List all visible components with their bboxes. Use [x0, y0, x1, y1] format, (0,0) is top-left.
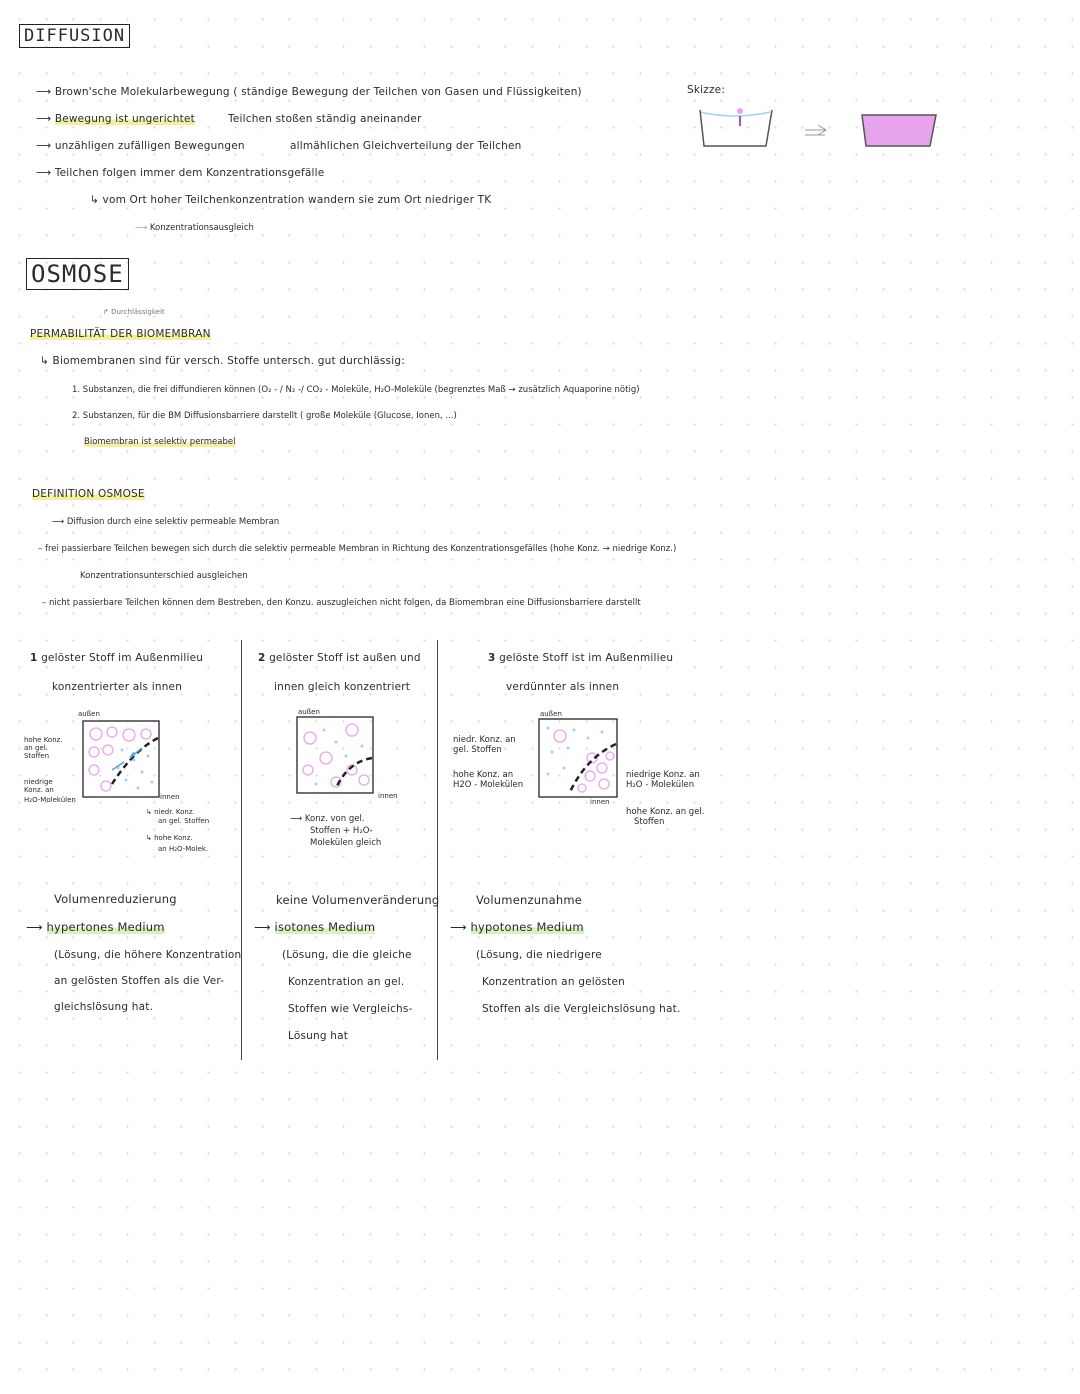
- permeability-heading: [30, 328, 211, 340]
- case-1-explain-3: gleichslösung hat.: [54, 1001, 154, 1013]
- case-2-medium-text: isotones Medium: [274, 920, 376, 934]
- case-2-note-1-text: Konz. von gel.: [304, 814, 365, 824]
- durchlaessigkeit-text: Durchlässigkeit: [111, 308, 165, 316]
- case-3-right-note-3: hohe Konz. an gel.: [626, 807, 705, 817]
- diffusion-point-1: [36, 86, 582, 98]
- diffusion-point-2: [36, 113, 195, 125]
- case-1-right-note-1-text: niedr. Konz.: [154, 808, 195, 816]
- case-1-right-note-1: ↳ niedr. Konz.: [146, 808, 195, 816]
- definition-point-1-sub: [80, 572, 248, 581]
- case-3-left-note-3: hohe Konz. an: [453, 770, 514, 780]
- definition-point-1-sub-text: Konzentrationsunterschied ausgleichen: [80, 571, 248, 581]
- osmose-title: OSMOSE: [26, 258, 129, 290]
- case-2-explain-4: Lösung hat: [288, 1030, 349, 1042]
- arrow-icon: ⟶: [450, 920, 467, 934]
- case-1-right-note-2: an gel. Stoffen: [158, 817, 210, 825]
- case-3-explain-2: Konzentration an gelösten: [482, 976, 625, 988]
- skizze-label: Skizze:: [687, 84, 726, 96]
- diffusion-point-3: [36, 140, 245, 152]
- arrow-icon: ⟶: [36, 86, 52, 98]
- case-3-medium: [450, 920, 584, 934]
- case-1-explain-1: (Lösung, die höhere Konzentration: [54, 949, 242, 961]
- definition-heading: [32, 488, 145, 500]
- case-3-result: Volumenzunahme: [476, 893, 583, 907]
- case-3-left-note-1: niedr. Konz. an: [453, 735, 516, 745]
- case-1-left-note-5: Konz. an: [24, 786, 54, 794]
- case-2-title: [258, 652, 421, 664]
- definition-heading-text: DEFINITION OSMOSE: [32, 488, 145, 500]
- case-1-title-line-1: gelöster Stoff im Außenmilieu: [41, 652, 204, 664]
- case-3-right-note-4: Stoffen: [634, 817, 665, 827]
- case-1-right-note-4: an H₂O-Molek.: [158, 845, 209, 853]
- case-3-left-note-2: gel. Stoffen: [453, 745, 502, 755]
- permeability-list-1: 1. Substanzen, die frei diffundieren können (O₂ - / N₂ -/ CO₂ - Moleküle, H₂O-Moleküle (begrenztes Maß → zusätzlich Aquaporine nötig): [72, 385, 640, 395]
- case-3-left-note-4: H2O - Molekülen: [453, 780, 524, 790]
- case-1-diagram: [82, 720, 162, 800]
- case-2-number: 2: [258, 652, 266, 664]
- case-2-explain-3: Stoffen wie Vergleichs-: [288, 1003, 413, 1015]
- case-2-explain-2: Konzentration an gel.: [288, 976, 405, 988]
- definition-point-1-text: frei passierbare Teilchen bewegen sich durch die selektiv permeable Membran in Richtung des Konzentrationsgefälles (hohe Konz. → niedrige Konz.): [44, 544, 677, 554]
- definition-arrow: [52, 518, 279, 527]
- permeability-list-2: 2. Substanzen, für die BM Diffusionsbarriere darstellt ( große Moleküle (Glucose, Ionen, ...): [72, 411, 457, 421]
- case-1-left-note-6: H₂O-Molekülen: [24, 796, 76, 804]
- arrow-icon: ⟶: [36, 167, 52, 179]
- corner-arrow-icon: ↳: [40, 355, 49, 367]
- corner-arrow-icon: ↱: [103, 308, 109, 316]
- arrow-icon: ⟶: [135, 223, 148, 233]
- case-1-medium: [26, 920, 165, 934]
- definition-point-1: – frei passierbare Teilchen bewegen sich durch die selektiv permeable Membran in Richtung des Konzentrationsgefälles (hohe Konz. → niedrige Konz.): [38, 544, 677, 554]
- case-3-title-line-1: gelöste Stoff ist im Außenmilieu: [499, 652, 674, 664]
- case-2-note-2: Stoffen + H₂O-: [310, 826, 373, 836]
- definition-point-2-text: nicht passierbare Teilchen können dem Bestreben, den Konzu. auszugleichen nicht folgen, da Biomembran eine Diffusionsbarriere darstellt: [48, 598, 641, 608]
- diffusion-sub-text: vom Ort hoher Teilchenkonzentration wandern sie zum Ort niedriger TK: [102, 194, 492, 206]
- case-1-explain-2: an gelösten Stoffen als die Ver-: [54, 975, 225, 987]
- diffusion-point-3-text: unzähligen zufälligen Bewegungen: [54, 140, 245, 152]
- permeability-intro: [40, 355, 405, 367]
- case-1-title: [30, 652, 203, 664]
- diffusion-sub: [90, 194, 491, 206]
- case-3-right-note-1: niedrige Konz. an: [626, 770, 700, 780]
- diffusion-point-4-text: Teilchen folgen immer dem Konzentrationsgefälle: [54, 167, 325, 179]
- case-2-medium: [254, 920, 375, 934]
- case-2-aussen: außen: [298, 708, 320, 716]
- case-2-note-3: Molekülen gleich: [310, 838, 382, 848]
- case-1-left-note-2: an gel.: [24, 744, 48, 752]
- case-2-innen: innen: [378, 792, 398, 800]
- case-divider-1: [241, 640, 242, 1060]
- case-3-medium-text: hypotones Medium: [470, 920, 584, 934]
- case-3-innen: innen: [590, 798, 610, 806]
- case-2-note-1: ⟶ Konz. von gel.: [290, 814, 365, 824]
- case-1-right-note-3-text: hohe Konz.: [154, 834, 193, 842]
- case-1-left-note-3: Stoffen: [24, 752, 50, 760]
- permeability-conclusion-text: Biomembran ist selektiv permeabel: [84, 437, 236, 447]
- case-3-number: 3: [488, 652, 496, 664]
- case-divider-2: [437, 640, 438, 1060]
- case-1-title-2: konzentrierter als innen: [52, 681, 183, 693]
- permeability-conclusion: [84, 438, 235, 447]
- case-2-title-2: innen gleich konzentriert: [274, 681, 411, 693]
- diffusion-sub2-text: Konzentrationsausgleich: [149, 223, 254, 233]
- case-3-explain-1: (Lösung, die niedrigere: [476, 949, 602, 961]
- case-1-aussen: außen: [78, 710, 100, 718]
- case-2-title-line-1: gelöster Stoff ist außen und: [269, 652, 421, 664]
- case-2-diagram: [296, 716, 376, 796]
- arrow-icon: ⟶: [52, 517, 65, 527]
- diffusion-title: DIFFUSION: [19, 24, 130, 48]
- arrow-icon: ⟶: [36, 113, 52, 125]
- case-2-result: keine Volumenveränderung: [276, 893, 440, 907]
- case-3-explain-3: Stoffen als die Vergleichslösung hat.: [482, 1003, 681, 1015]
- case-1-left-note-1: hohe Konz.: [24, 736, 63, 744]
- diffusion-point-4: [36, 167, 324, 179]
- case-1-innen: innen: [160, 793, 180, 801]
- definition-point-2: – nicht passierbare Teilchen können dem Bestreben, den Konzu. auszugleichen nicht folgen, da Biomembran eine Diffusionsbarriere darstellt: [42, 598, 641, 608]
- definition-arrow-text: Diffusion durch eine selektiv permeable Membran: [66, 517, 280, 527]
- corner-arrow-icon: ↳: [90, 194, 99, 206]
- diffusion-point-2-text: Bewegung ist ungerichtet: [54, 113, 195, 125]
- arrow-icon: ⟶: [36, 140, 52, 152]
- case-3-title-2: verdünnter als innen: [506, 681, 620, 693]
- case-1-left-note-4: niedrige: [24, 778, 53, 786]
- case-1-result: Volumenreduzierung: [54, 892, 177, 906]
- diffusion-sketch: [690, 100, 950, 160]
- arrow-icon: ⟶: [26, 920, 43, 934]
- diffusion-point-1-text: Brown'sche Molekularbewegung ( ständige Bewegung der Teilchen von Gasen und Flüssigkeiten): [54, 86, 582, 98]
- diffusion-side-note-1: Teilchen stoßen ständig aneinander: [228, 113, 422, 125]
- permeability-heading-text: PERMABILITÄT DER BIOMEMBRAN: [30, 328, 211, 340]
- arrow-icon: ⟶: [254, 920, 271, 934]
- case-1-right-note-3: ↳ hohe Konz.: [146, 834, 193, 842]
- case-1-number: 1: [30, 652, 38, 664]
- case-1-medium-text: hypertones Medium: [46, 920, 165, 934]
- diffusion-side-note-2: allmählichen Gleichverteilung der Teilchen: [290, 140, 522, 152]
- permeability-intro-text: Biomembranen sind für versch. Stoffe untersch. gut durchlässig:: [52, 355, 405, 367]
- diffusion-sub2: [135, 224, 254, 233]
- case-3-right-note-2: H₂O - Molekülen: [626, 780, 695, 790]
- case-2-explain-1: (Lösung, die die gleiche: [282, 949, 412, 961]
- case-3-diagram: [538, 718, 620, 800]
- durchlaessigkeit-note: [103, 308, 165, 316]
- case-3-aussen: außen: [540, 710, 562, 718]
- case-3-title: [488, 652, 673, 664]
